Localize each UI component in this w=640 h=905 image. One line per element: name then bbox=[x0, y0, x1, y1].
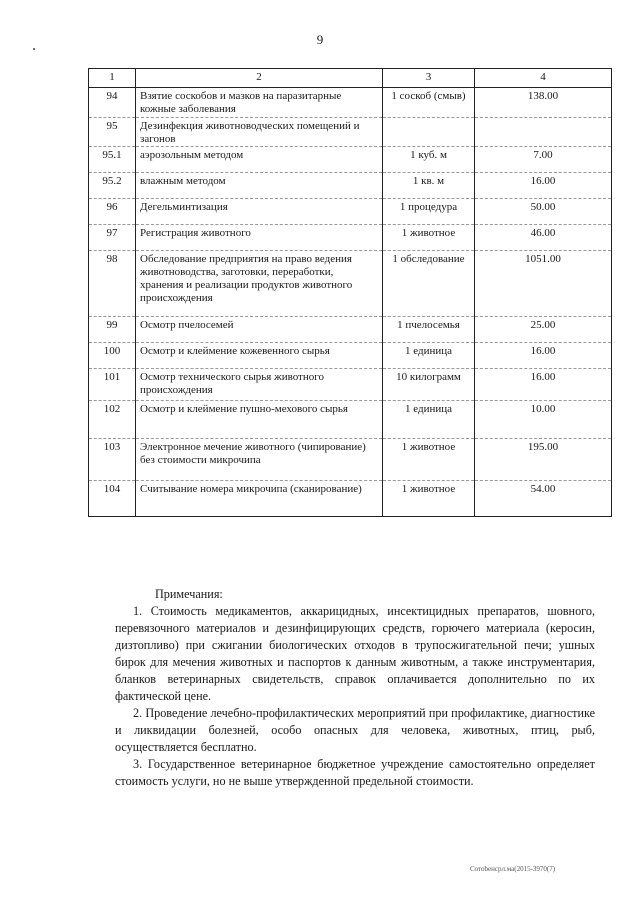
row-number-cell: 103 bbox=[89, 439, 136, 481]
service-name-cell: Дегельминтизация bbox=[136, 199, 383, 225]
table-row bbox=[89, 147, 612, 173]
table-body bbox=[89, 88, 612, 517]
table-row bbox=[89, 369, 612, 401]
unit-cell: 1 куб. м bbox=[383, 147, 475, 173]
row-number-cell: 95.2 bbox=[89, 173, 136, 199]
price-cell: 1051.00 bbox=[475, 251, 612, 317]
column-header: 1 bbox=[89, 69, 136, 88]
footer-code: Сотоbенсpл.ма(2015-3970(7) bbox=[470, 865, 556, 873]
service-name-cell: Осмотр технического сырья животного происхождения bbox=[136, 369, 383, 401]
column-header: 4 bbox=[475, 69, 612, 88]
unit-cell: 1 кв. м bbox=[383, 173, 475, 199]
row-number-cell: 97 bbox=[89, 225, 136, 251]
row-number-cell: 104 bbox=[89, 481, 136, 517]
service-name-cell: влажным методом bbox=[136, 173, 383, 199]
unit-cell: 1 единица bbox=[383, 401, 475, 439]
column-header: 3 bbox=[383, 69, 475, 88]
price-cell: 16.00 bbox=[475, 369, 612, 401]
price-cell: 16.00 bbox=[475, 343, 612, 369]
table-row bbox=[89, 88, 612, 118]
table-row bbox=[89, 439, 612, 481]
note-item: 1. Стоимость медикаментов, аккарицидных, инсектицидных препаратов, шовного, перевязочного материалов и дезинфицирующих средств, горючего материала (керосин, дизтопливо) при сжигании биологических отходов в трупосжигательной печи; ушных бирок для мечения животных и паспортов к данным животным, а также инструментария, бланков ветеринарных свидетельств, справок оплачивается дополнительно по их фактической цене. bbox=[115, 604, 595, 703]
price-cell: 16.00 bbox=[475, 173, 612, 199]
price-cell: 25.00 bbox=[475, 317, 612, 343]
table-row bbox=[89, 401, 612, 439]
unit-cell: 1 животное bbox=[383, 225, 475, 251]
service-name-cell: Осмотр пчелосемей bbox=[136, 317, 383, 343]
price-cell: 46.00 bbox=[475, 225, 612, 251]
table-row bbox=[89, 173, 612, 199]
unit-cell: 1 животное bbox=[383, 439, 475, 481]
service-name-cell: Дезинфекция животноводческих помещений и загонов bbox=[136, 118, 383, 147]
unit-cell: 1 обследование bbox=[383, 251, 475, 317]
note-item: 3. Государственное ветеринарное бюджетное учреждение самостоятельно определяет стоимость услуги, но не выше утвержденной предельной стоимости. bbox=[115, 757, 595, 788]
note-item: 2. Проведение лечебно-профилактических мероприятий при профилактике, диагностике и ликвидации болезней, особо опасных для человека, животных, птиц, рыб, осуществляется бесплатно. bbox=[115, 706, 595, 754]
scan-speck bbox=[33, 48, 35, 50]
row-number-cell: 95 bbox=[89, 118, 136, 147]
unit-cell: 1 животное bbox=[383, 481, 475, 517]
service-name-cell: Осмотр и клеймение пушно-мехового сырья bbox=[136, 401, 383, 439]
table-row bbox=[89, 317, 612, 343]
table-row bbox=[89, 481, 612, 517]
unit-cell: 10 килограмм bbox=[383, 369, 475, 401]
column-header: 2 bbox=[136, 69, 383, 88]
service-name-cell: Обследование предприятия на право ведения животноводства, заготовки, переработки, хранения и реализации продуктов животного происхождения bbox=[136, 251, 383, 317]
price-cell: 10.00 bbox=[475, 401, 612, 439]
service-name-cell: Осмотр и клеймение кожевенного сырья bbox=[136, 343, 383, 369]
notes-section bbox=[115, 586, 595, 790]
service-name-cell: Электронное мечение животного (чипирование) без стоимости микрочипа bbox=[136, 439, 383, 481]
row-number-cell: 98 bbox=[89, 251, 136, 317]
service-name-cell: Взятие соскобов и мазков на паразитарные кожные заболевания bbox=[136, 88, 383, 118]
table-header-row bbox=[89, 69, 612, 88]
unit-cell bbox=[383, 118, 475, 147]
row-number-cell: 100 bbox=[89, 343, 136, 369]
row-number-cell: 102 bbox=[89, 401, 136, 439]
table-row bbox=[89, 225, 612, 251]
price-cell: 54.00 bbox=[475, 481, 612, 517]
table-row bbox=[89, 251, 612, 317]
fees-table bbox=[88, 68, 612, 517]
table-row bbox=[89, 118, 612, 147]
notes-title: Примечания: bbox=[155, 587, 223, 601]
price-cell bbox=[475, 118, 612, 147]
price-cell: 50.00 bbox=[475, 199, 612, 225]
unit-cell: 1 единица bbox=[383, 343, 475, 369]
row-number-cell: 94 bbox=[89, 88, 136, 118]
row-number-cell: 99 bbox=[89, 317, 136, 343]
table-row bbox=[89, 343, 612, 369]
service-name-cell: аэрозольным методом bbox=[136, 147, 383, 173]
table-row bbox=[89, 199, 612, 225]
price-cell: 7.00 bbox=[475, 147, 612, 173]
page-number: 9 bbox=[316, 32, 324, 47]
unit-cell: 1 процедура bbox=[383, 199, 475, 225]
row-number-cell: 101 bbox=[89, 369, 136, 401]
row-number-cell: 96 bbox=[89, 199, 136, 225]
unit-cell: 1 пчелосемья bbox=[383, 317, 475, 343]
unit-cell: 1 соскоб (смыв) bbox=[383, 88, 475, 118]
price-cell: 138.00 bbox=[475, 88, 612, 118]
row-number-cell: 95.1 bbox=[89, 147, 136, 173]
service-name-cell: Регистрация животного bbox=[136, 225, 383, 251]
price-cell: 195.00 bbox=[475, 439, 612, 481]
service-name-cell: Считывание номера микрочипа (сканирование) bbox=[136, 481, 383, 517]
